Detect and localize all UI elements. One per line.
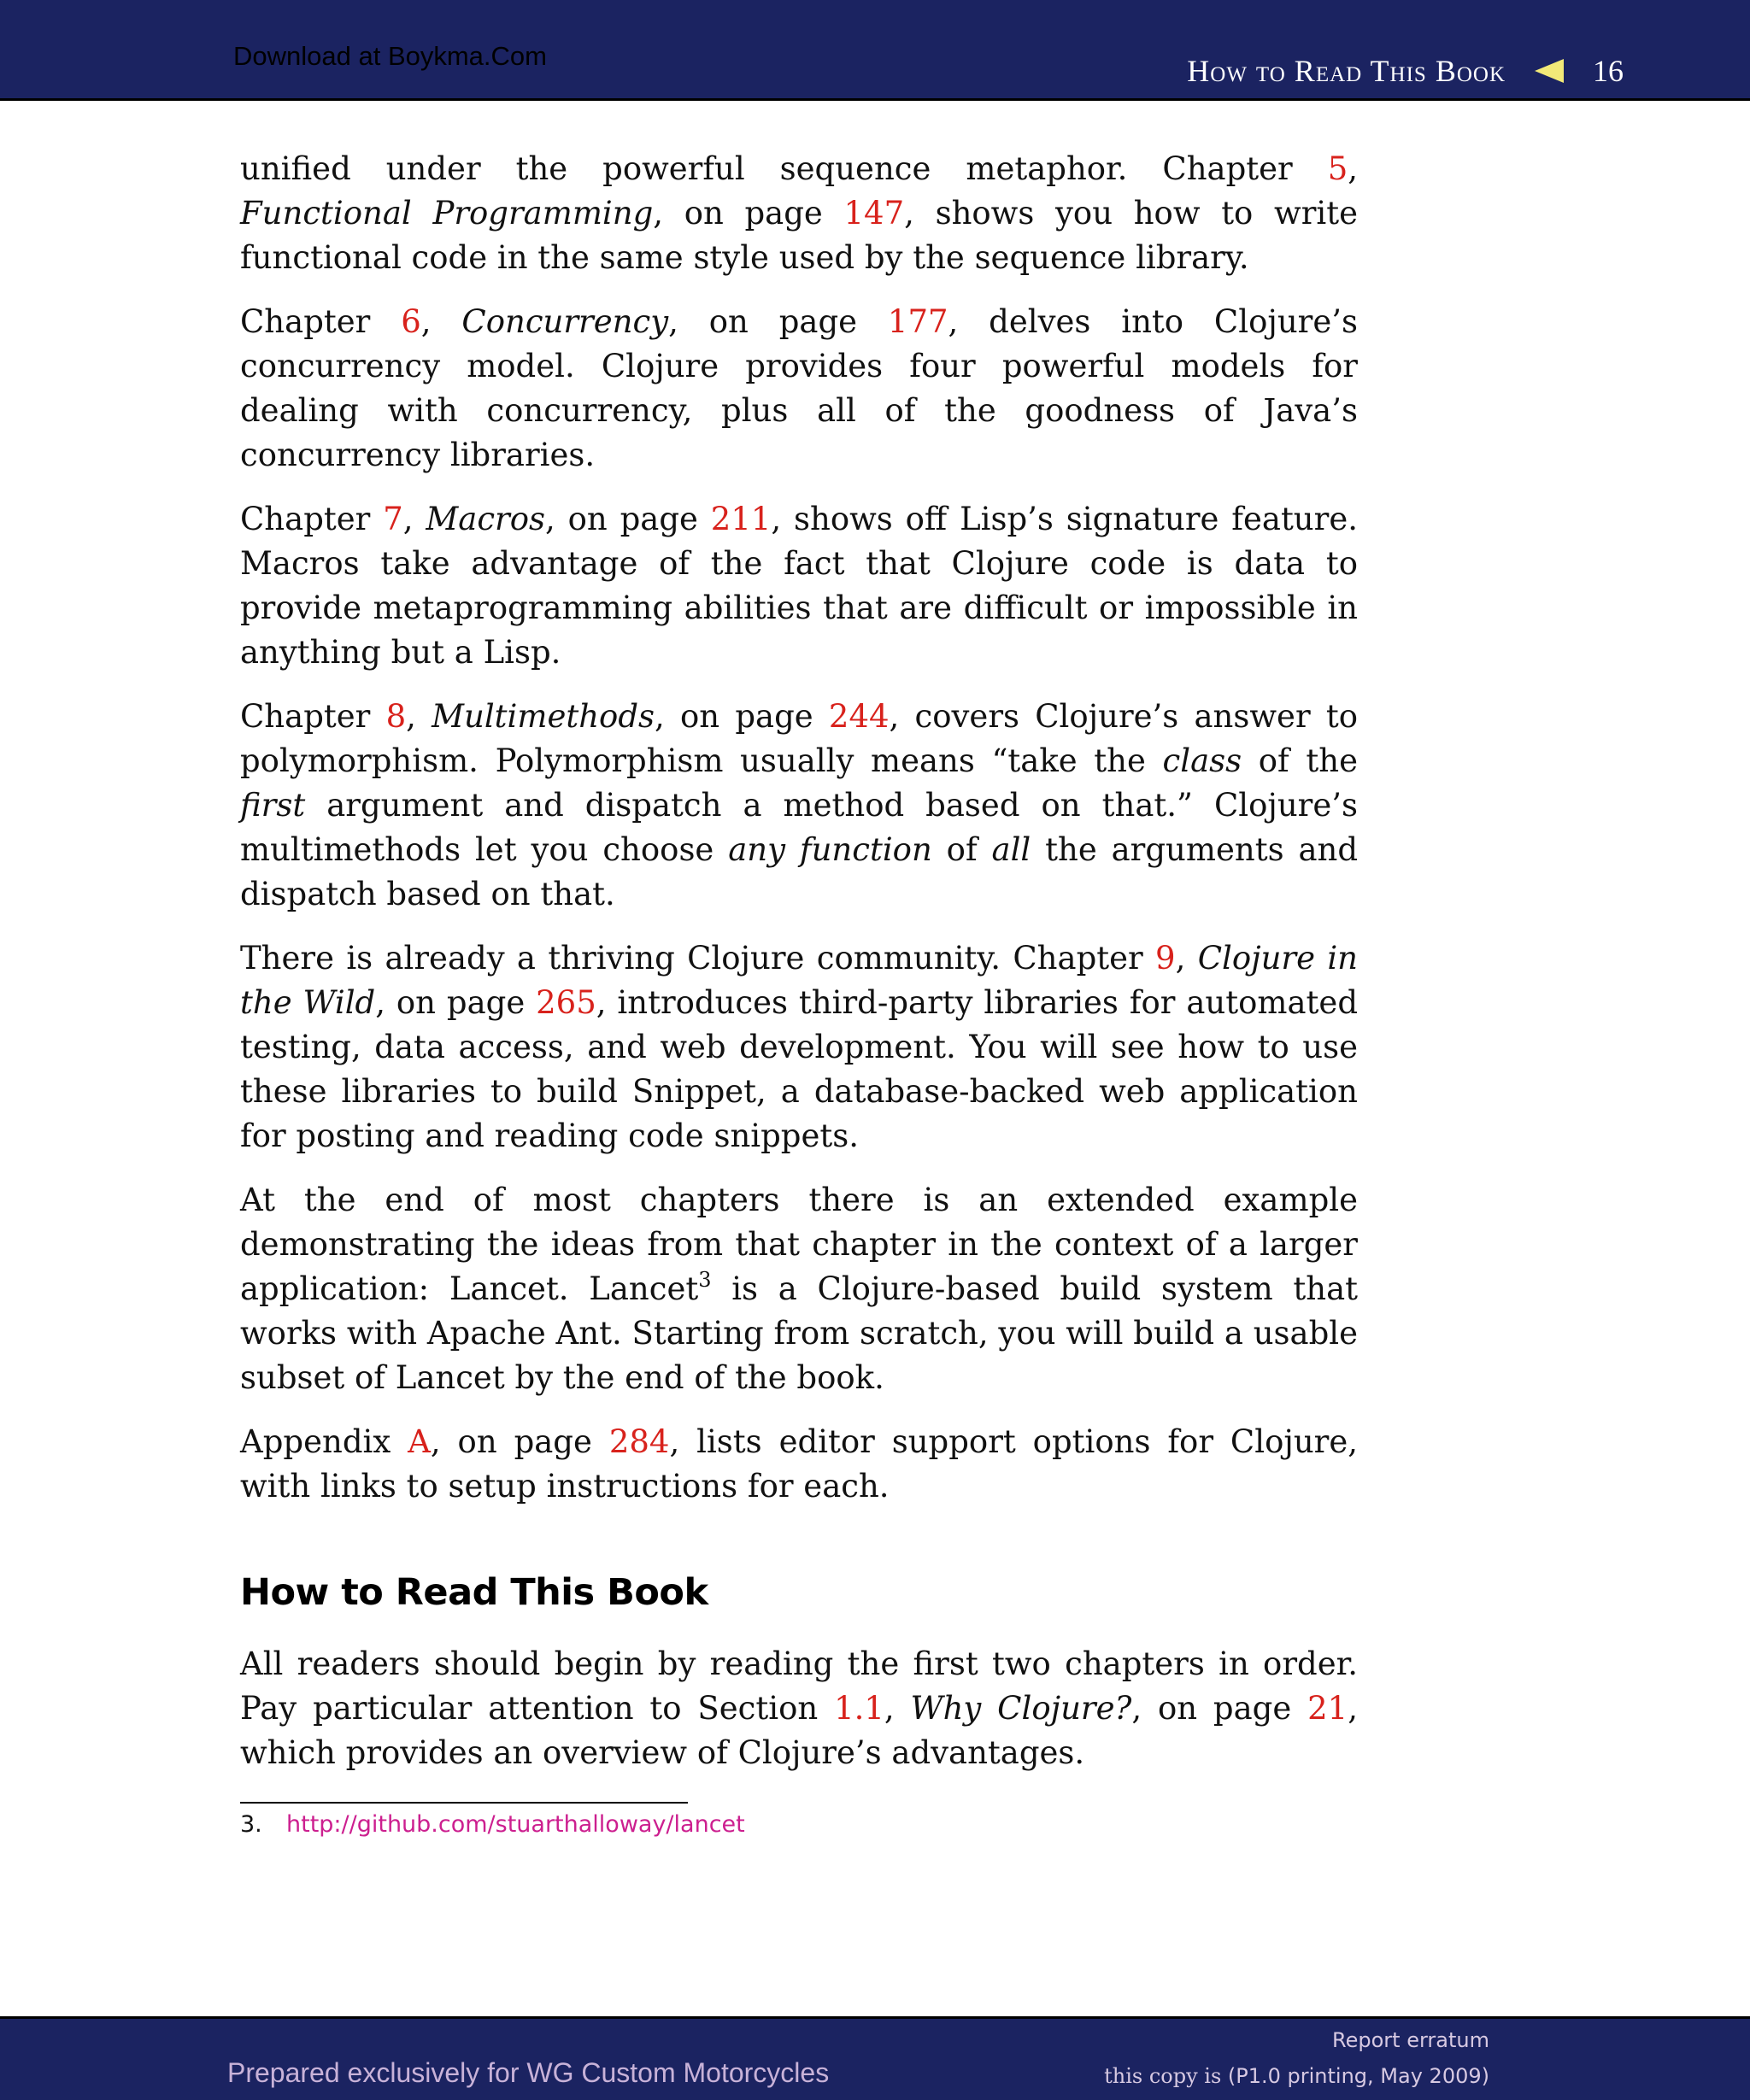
footnote-divider: [240, 1802, 688, 1804]
page-link-211[interactable]: 211: [710, 501, 772, 537]
paragraph-chapter-5: unified under the powerful sequence metaphor. Chapter 5, Functional Programming, on page 147, shows you how to write functional code in the same style used by the sequence library.: [240, 150, 1358, 276]
paragraph-chapter-8: Chapter 8, Multimethods, on page 244, covers Clojure’s answer to polymorphism. Polymorphism usually means “take the class of the first argument and dispatch a method based on that.” Clojure’s multimethods let you choose any function of all the arguments and dispatch based on that.: [240, 698, 1359, 912]
paragraph-appendix: Appendix A, on page 284, lists editor support options for Clojure, with links to setup instructions for each.: [240, 1423, 1358, 1505]
section-title: Why Clojure?: [910, 1690, 1132, 1727]
page-link-21[interactable]: 21: [1307, 1690, 1348, 1727]
page-link-147[interactable]: 147: [843, 195, 905, 232]
appendix-link-a[interactable]: A: [408, 1423, 431, 1460]
bottom-bar: [0, 2016, 1750, 2100]
chapter-title: Clojure in the Wild: [240, 940, 1358, 1021]
paragraph-chapter-6: Chapter 6, Concurrency, on page 177, delves into Clojure’s concurrency model. Clojure provides four powerful models for dealing with concurrency, plus all of the goodness of Java’s concurrency libraries.: [240, 303, 1358, 473]
chapter-title: Multimethods: [432, 698, 655, 735]
chapter-title: Macros: [426, 501, 545, 537]
top-bar: [0, 0, 1750, 101]
chapter-link-6[interactable]: 6: [401, 303, 421, 340]
printing-info: (P1.0 printing, May 2009): [1227, 2064, 1489, 2088]
report-erratum-link[interactable]: Report erratum: [1332, 2028, 1489, 2052]
chapter-link-7[interactable]: 7: [383, 501, 403, 537]
running-title: How to Read This Book: [1187, 54, 1506, 88]
prepared-for-text: Prepared exclusively for WG Custom Motorcycles: [227, 2057, 830, 2088]
copy-info: this copy is (P1.0 printing, May 2009): [1104, 2064, 1489, 2088]
chapter-title: Functional Programming: [240, 195, 654, 232]
running-header: [1187, 53, 1624, 89]
section-heading: How to Read This Book: [240, 1571, 708, 1614]
previous-page-arrow-icon[interactable]: [1535, 59, 1564, 83]
page-link-265[interactable]: 265: [536, 984, 596, 1021]
page-body: [240, 147, 1358, 1795]
footnote-marker[interactable]: 3: [698, 1268, 712, 1292]
paragraph-chapter-7: Chapter 7, Macros, on page 211, shows off Lisp’s signature feature. Macros take advantage of the fact that Clojure code is data to provide metaprogramming abilities that are difficult or impossible in anything but a Lisp.: [240, 501, 1358, 671]
download-watermark: Download at Boykma.Com: [233, 41, 547, 71]
footnote-number: 3.: [240, 1811, 262, 1838]
chapter-title: Concurrency: [461, 303, 669, 340]
paragraph-lancet: At the end of most chapters there is an extended example demonstrating the ideas from that chapter in the context of a larger application: Lancet. Lancet$^3$ is a Clojure-based build system that works with Apache Ant. Starting from scratch, you will build a usable subset of Lancet by the end of the book.: [240, 1182, 1358, 1396]
page-link-244[interactable]: 244: [828, 698, 890, 735]
paragraph-chapter-9: There is already a thriving Clojure community. Chapter 9, Clojure in the Wild, on page 265, introduces third-party libraries for automated testing, data access, and web development. You will see how to use these libraries to build Snippet, a database-backed web application for posting and reading code snippets.: [240, 940, 1358, 1154]
chapter-link-9[interactable]: 9: [1155, 940, 1176, 977]
page-link-284[interactable]: 284: [608, 1423, 670, 1460]
page-number: 16: [1593, 54, 1624, 88]
footnote-url-link[interactable]: http://github.com/stuarthalloway/lancet: [286, 1811, 745, 1838]
chapter-link-5[interactable]: 5: [1327, 150, 1348, 187]
paragraph-how-to-read: All readers should begin by reading the first two chapters in order. Pay particular attention to Section 1.1, Why Clojure?, on page 21, which provides an overview of Clojure’s advantages.: [240, 1645, 1358, 1771]
footnote: [240, 1811, 745, 1838]
chapter-link-8[interactable]: 8: [385, 698, 407, 735]
page-link-177[interactable]: 177: [887, 303, 948, 340]
section-link-1-1[interactable]: 1.1: [834, 1690, 884, 1727]
